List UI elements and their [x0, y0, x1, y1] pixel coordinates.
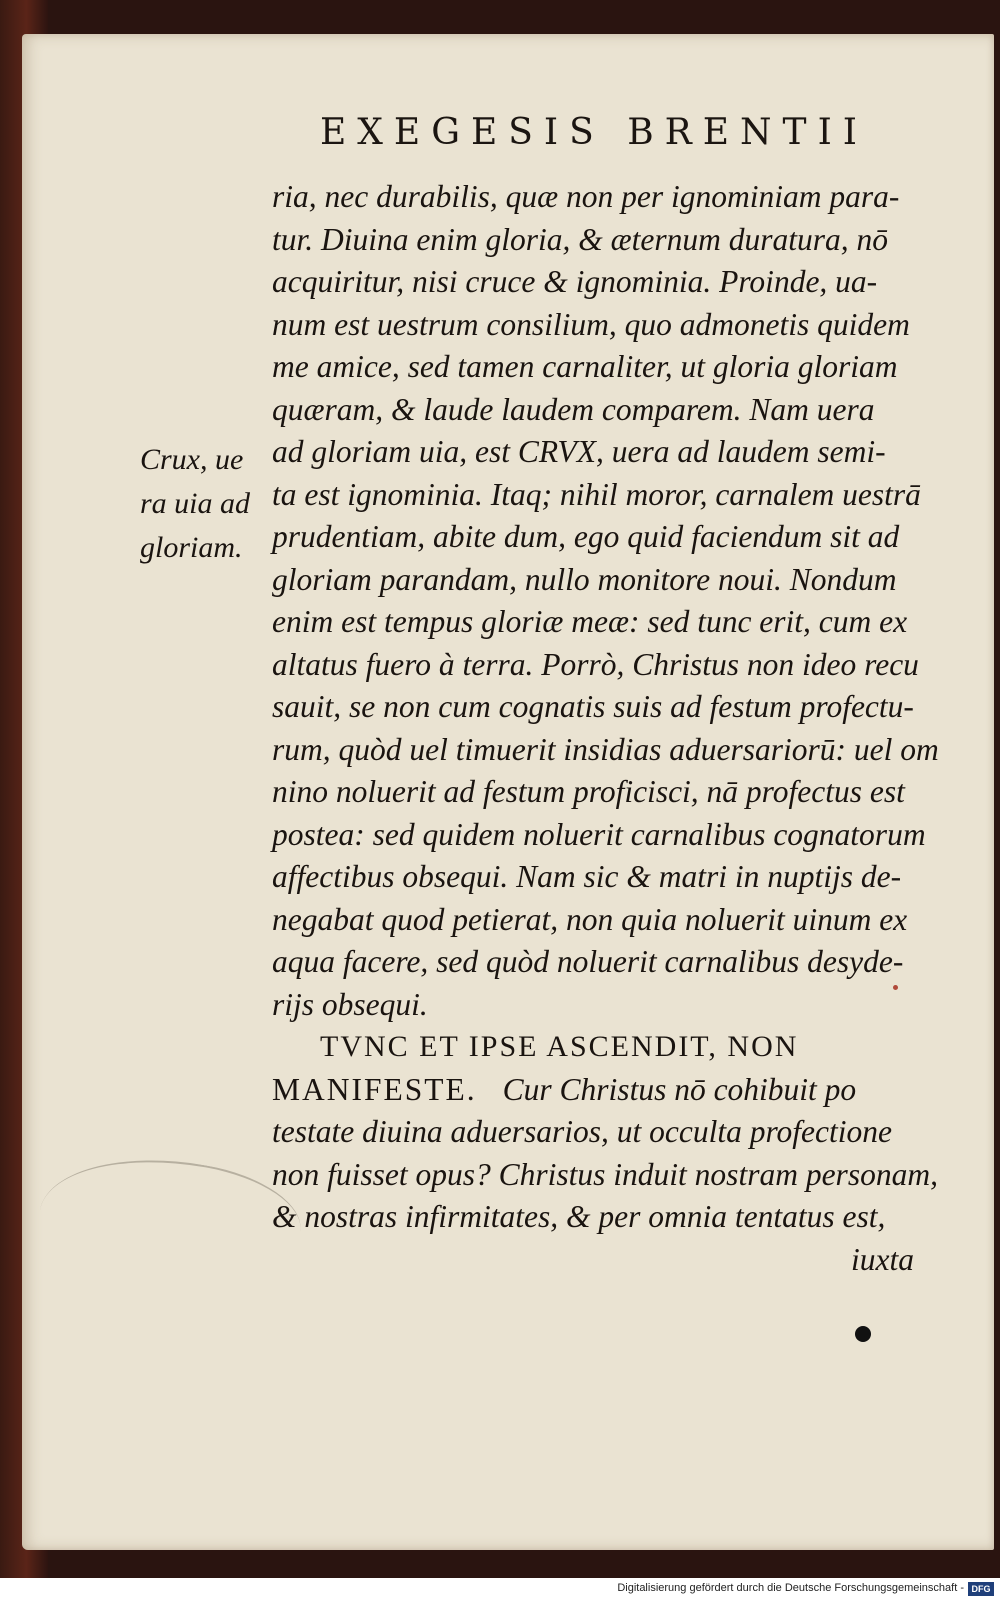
text-line: rijs obsequi.	[272, 986, 428, 1022]
marginal-note-line: ra uia ad	[140, 487, 251, 520]
text-line: non fuisset opus? Christus induit nostram personam,	[272, 1156, 938, 1192]
text-line: postea: sed quidem noluerit carnalibus cognatorum	[272, 816, 926, 852]
marginal-note-line: gloriam.	[140, 531, 243, 564]
text-line: aqua facere, sed quòd noluerit carnalibus desyde-	[272, 944, 904, 979]
lemma-rest: Cur Christus nō cohibuit po	[502, 1071, 857, 1107]
text-line: prudentiam, abite dum, ego quid faciendum sit ad	[272, 519, 900, 554]
text-line: tur. Diuina enim gloria, & æternum duratura, nō	[272, 221, 889, 257]
text-line: me amice, sed tamen carnaliter, ut gloria gloriam	[272, 349, 898, 384]
lemma-line: TVNC ET IPSE ASCENDIT, NON	[320, 1030, 799, 1063]
marginal-note	[140, 438, 270, 570]
running-head: EXEGESIS BRENTII	[320, 112, 869, 153]
text-line: rum, quòd uel timuerit insidias aduersariorū: uel om	[272, 731, 939, 767]
catchword: iuxta	[851, 1241, 914, 1277]
ink-spot	[893, 985, 898, 990]
text-line: quæram, & laude laudem comparem. Nam uera	[272, 391, 875, 427]
text-line: altatus fuero à terra. Porrò, Christus non ideo recu	[272, 646, 919, 682]
dfg-logo: DFG	[968, 1582, 994, 1596]
lemma-line	[272, 1069, 932, 1112]
text-line: enim est tempus gloriæ meæ: sed tunc erit, cum ex	[272, 604, 908, 639]
text-line: ad gloriam uia, est CRVX, uera ad laudem semi-	[272, 434, 886, 469]
text-line: ta est ignominia. Itaq; nihil moror, carnalem uestrā	[272, 476, 921, 512]
text-line: ria, nec durabilis, quæ non per ignominiam para-	[272, 179, 900, 214]
text-line: nino noluerit ad festum proficisci, nā profectus est	[272, 774, 905, 809]
body-text	[272, 176, 939, 1281]
text-line: testate diuina aduersarios, ut occulta profectione	[272, 1114, 893, 1149]
text-line: & nostras infirmitates, & per omnia tentatus est,	[272, 1199, 886, 1234]
text-line: num est uestrum consilium, quo admonetis quidem	[272, 306, 910, 342]
footer-bar	[0, 1578, 1000, 1602]
ink-spot	[855, 1326, 871, 1342]
text-line: gloriam parandam, nullo monitore noui. Nondum	[272, 561, 897, 597]
marginal-note-line: Crux, ue	[140, 443, 244, 476]
text-line: acquiritur, nisi cruce & ignominia. Proinde, ua-	[272, 264, 878, 299]
lemma-caps: MANIFESTE.	[272, 1071, 477, 1107]
text-line: negabat quod petierat, non quia noluerit uinum ex	[272, 901, 908, 937]
footer-credit: Digitalisierung gefördert durch die Deutsche Forschungsgemeinschaft -	[617, 1582, 964, 1594]
text-line: affectibus obsequi. Nam sic & matri in nuptijs de-	[272, 859, 902, 894]
text-line: sauit, se non cum cognatis suis ad festum profectu-	[272, 689, 914, 724]
